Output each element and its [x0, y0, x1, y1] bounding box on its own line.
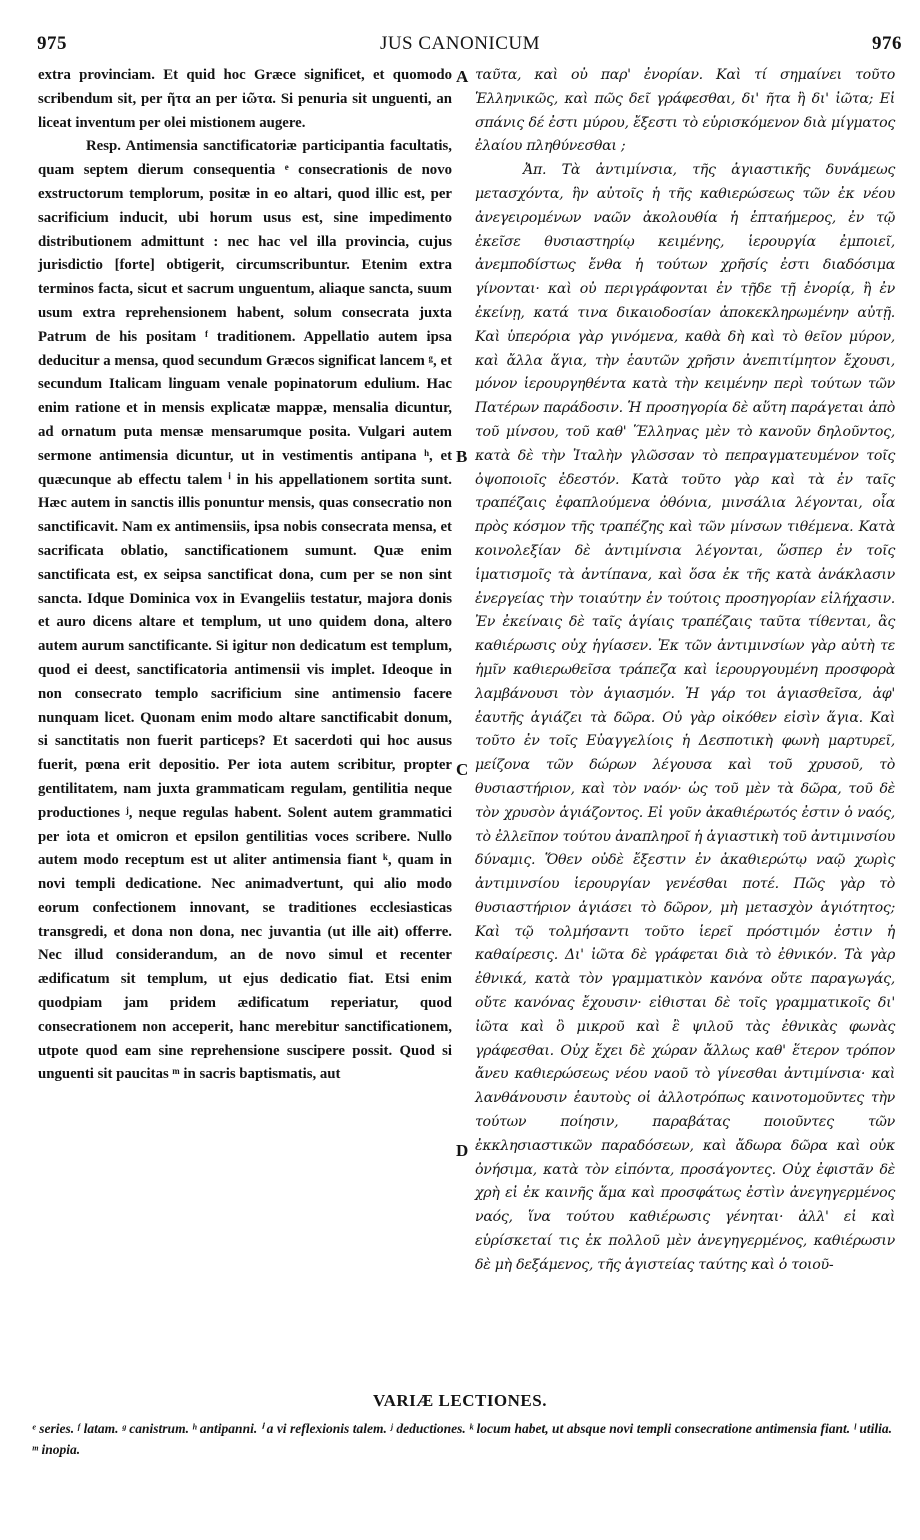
greek-paragraph: Ἀπ. Τὰ ἀντιμίνσια, τῆς ἁγιαστικῆς δυνάμεως μετασχόντα, ἣν αὐτοῖς ἡ τῆς καθιερώσεως τῶν ἐκ νέου ἀνεγειρομένων ναῶν ἀκολουθία ἡ ἑπταήμερος, ἐν τῷ ἐκεῖσε θυσιαστηρίῳ κειμένης, ἱερουργία ἐμποιεῖ, ἀνεμποδίστως ἔνθα ἡ τούτων χρῆσίς ἐστι διαδόσιμα γίνονται· καὶ οὐ περιγράφονται ἐν τῇδε τῇ ἐνορίᾳ, ἢ ἐν ἐκείνῃ, κατά τινα δικαιοδοσίαν ἀποκεκληρωμένην αὐτῇ. Καὶ ὑπερόρια γὰρ γινόμενα, καθὰ δὴ καὶ τὸ θεῖον μύρον, καὶ ἄλλα ἅγια, τὴν ἑαυτῶν χρῆσιν ἀνεπιτίμητον ἔχουσι, μόνον ἱερουργηθέντα κατὰ τὴν κειμένην περὶ τούτων τῶν Πατέρων παράδοσιν. Ἡ προσηγορία δὲ αὕτη παράγεται ἀπὸ τοῦ μίνσου, τοῦ καθ' Ἕλληνας μὲν τὸ κανοῦν δηλοῦντος, κατὰ δὲ τὴν Ἰταλὴν γλῶσσαν τὸ πεπραγματευμένον τοῖς ὀψοποιοῖς ἐδεστόν. Κατὰ τοῦτο γὰρ καὶ τὰ ἐν ταῖς τραπέζαις ἐφαπλούμενα ὀθόνια, μινσάλια λέγονται, οἷα πρὸς κόσμον τῆς τραπέζης καὶ τῶν μίνσων τιθέμενα. Κατὰ κοινολεξίαν δὲ ἀντιμίνσια λέγονται, ὥσπερ ἐν τοῖς ἱματισμοῖς τὰ ἀντίπανα, καὶ ὅσα ἐκ τῆς κατὰ ἀνάκλασιν ἐνεργείας τὴν τοιαύτην ἐν τούτοις προσηγορίαν εἰλήχασιν. Ἐν ἐκείναις δὲ ταῖς ἁγίαις τραπέζαις ταῦτα τίθενται, ἃς καθιέρωσις οὐχ ἡγίασεν. Ἐκ τῶν ἀντιμινσίων γὰρ αὐτὴ τε ἡμῖν καθιερωθεῖσα τράπεζα καὶ ἱερουργουμένη προσφορὰ λαμβάνουσι τὸν ἁγιασμόν. Ἡ γάρ τοι ἁγιασθεῖσα, ἀφ' ἑαυτῆς ἁγιάζει τὰ δῶρα. Οὐ γὰρ οἰκόθεν εἰσὶν ἅγια. Καὶ τοῦτο ἐν τοῖς Εὐαγγελίοις ἡ Δεσποτικὴ φωνὴ μαρτυρεῖ, μείζονα τῶν δώρων λέγουσα καὶ τοῦ χρυσοῦ, τὸ θυσιαστήριον, καὶ τὸν ναόν· ὡς τοῦ μὲν τὰ δῶρα, τοῦ δὲ τὸν χρυσὸν ἁγιάζοντος. Εἰ γοῦν ἀκαθιέρωτός ἐστιν ὁ ναός, τὸ ἐλλεῖπον τούτου ἀναπληροῖ ἡ ἁγιαστικὴ τοῦ ἀντιμινσίου δύναμις. Ὅθεν οὐδὲ ἔξεστιν ἐν ἀκαθιερώτῳ ναῷ χωρὶς ἀντιμινσίου ἱερουργίαν γενέσθαι ποτέ. Πῶς γὰρ τὸ θυσιαστήριον ἁγιάσει τὸ δῶρον, μὴ μετασχὸν ἁγιότητος; Καὶ τῷ τολμήσαντι τοῦτο ἱερεῖ πρόστιμόν ἐστιν ἡ καθαίρεσις. Δι' ἰῶτα δὲ γράφεται διὰ τὸ ἐθνικόν. Τὰ γὰρ ἐθνικά, κατὰ τὸν γραμματικὸν κανόνα οὔτε παραγωγάς, οὔτε κανόνας ἔχουσιν· εἰθισται δὲ τοῖς γραμματικοῖς δι' ἰῶτα καὶ ὂ μικροῦ καὶ ἒ ψιλοῦ τὰς ἐθνικὰς φωνὰς γράφεσθαι. Οὐχ ἔχει δὲ χώραν ἄλλως καθ' ἕτερον τρόπον ἄνευ καθιερώσεως νέου ναοῦ τὸ γίνεσθαι ἀντιμίνσια· καὶ λανθάνουσιν ἑαυτοὺς οἱ ἀλλοτρόπως καινοτομοῦντες τὴν τούτων ποίησιν, παραβάτας ποιοῦντες τῶν ἐκκλησιαστικῶν παραδόσεων, καὶ ἄδωρα δῶρα καὶ οὐκ ὀνήσιμα, κατὰ τὸν εἰπόντα, προσάγοντες. Οὐχ ἐφιστᾶν δὲ χρὴ εἰ ἐκ καινῆς ἅμα καὶ προσφάτως ἐστὶν ἀνεγηγερμένος ναός, ἵνα τούτου καθιέρωσις γένηται· ἀλλ' εἰ καὶ εὑρίσκεταί τις ἐκ πολλοῦ μὲν ἀνεγηγερμένος, καθιέρωσιν δὲ μὴ δεξάμενος, τῆς ἁγιστείας ταύτης καὶ ὁ τοιοῦ-	[475, 162, 895, 1273]
latin-paragraph: extra provinciam. Et quid hoc Græce significet, et quomodo scribendum sit, per ῆτα an per ἰῶτα. Si penuria sit unguenti, an liceat inventum per olei mistionem augere.	[38, 67, 452, 131]
page-number-right: 976	[872, 33, 902, 54]
margin-letter-c: C	[456, 760, 469, 779]
margin-letter-a: A	[456, 67, 469, 86]
variae-lectiones-heading: VARIÆ LECTIONES.	[373, 1391, 547, 1410]
latin-column	[38, 64, 452, 1087]
greek-column	[475, 64, 895, 1278]
margin-letter-d: D	[456, 1141, 469, 1160]
latin-paragraph: Resp. Antimensia sanctificatoriæ participantia facultatis, quam septem dierum consequentia ᵉ consecrationis de novo exstructorum templorum, positæ in eo altari, quod illic est, per sacrificium inducit, ubi horum usus est, sine impedimento distributionem admittunt : nec hac vel illa provincia, cujus jurisdictio [forte] obtigerit, circumscribuntur. Etenim extra terminos facta, sicut et sacrum unguentum, aliaque sancta, suum usum extra reprehensionem habent, solum consecrata juxta Patrum de his positam ᶠ traditionem. Appellatio autem ipsa deducitur a mensa, quod secundum Græcos significat lancem ᵍ, et secundum Italicam linguam venale popinatorum edulium. Hac enim ratione et in mensis explicatæ mappæ, mensalia dicuntur, ad ornatum puta mensæ mensarumque posita. Vulgari autem sermone antimensia dicuntur, ut in vestimentis antipana ʰ, et quæcunque ab effectu talem ⁱ in his appellationem sortita sunt. Hæc autem in sanctis illis ponuntur mensis, quas consecratio non sanctificavit. Nam ex antimensiis, ipsa nobis consecrata mensa, et sacrificata oblatio, sanctificationem sumunt. Quæ enim sanctificata est, ex seipsa sanctificat dona, cum per se non sint sancta. Idque Dominica vox in Evangeliis testatur, majora donis et auro dicens altare et templum, ut uno quidem dona, altero autem aurum sanctificante. Si igitur non dedicatum est templum, quod ei deest, sanctificatoria antimensii vis implet. Ideoque in non consecrato templo sacrificium sine antimensio facere nunquam licet. Quonam enim modo altare sanctificabit donum, si sanctitatis non fuerit particeps? Et sacerdoti qui hoc ausus fuerit, pœna erit depositio. Per iota autem scribitur, propter gentilitatem, nam juxta grammaticam regulam, gentilitia neque productiones ʲ, neque regulas habent. Solent autem grammatici per iota et omicron et epsilon gentilitias voces scribere. Nullo autem modo receptum est ut aliter antimensia fiant ᵏ, quam in novi templi dedicatione. Nec animadvertunt, qui alio modo eorum confectionem innovant, se traditiones ecclesiasticas transgredi, et dona non dona, nec juvantia (ut ille ait) offerre. Nec illud considerandum, an de novo simul et recenter ædificatum sit templum, ut ejus dedicatio fiat. Etsi enim quodpiam jam pridem ædificatum reperiatur, quod consecrationem non acceperit, hanc merebitur sanctificationem, utpote quod eam sine reprehensione suscipere possit. Quod si unguenti sit paucitas ᵐ in sacris baptismatis, aut	[38, 138, 452, 1083]
margin-letter-b: B	[456, 447, 468, 466]
variae-lectiones-notes: ᵉ series. ᶠ latam. ᵍ canistrum. ʰ antipanni. ⁱ a vi reflexionis talem. ʲ deductiones. ᵏ locum habet, ut absque novi templi consecratione antimensia fiant. ˡ utilia. ᵐ inopia.	[32, 1421, 892, 1457]
page-number-left: 975	[37, 33, 67, 54]
running-title: JUS CANONICUM	[379, 33, 541, 54]
greek-paragraph: ταῦτα, καὶ οὐ παρ' ἐνορίαν. Καὶ τί σημαίνει τοῦτο Ἑλληνικῶς, καὶ πῶς δεῖ γράφεσθαι, δι' ῆτα ἢ δι' ἰῶτα; Εἰ σπάνις δέ ἐστι μύρου, ἔξεστι τὸ εὑρισκόμενον διὰ μίγματος ἐλαίου πληθύνεσθαι ;	[475, 67, 895, 155]
